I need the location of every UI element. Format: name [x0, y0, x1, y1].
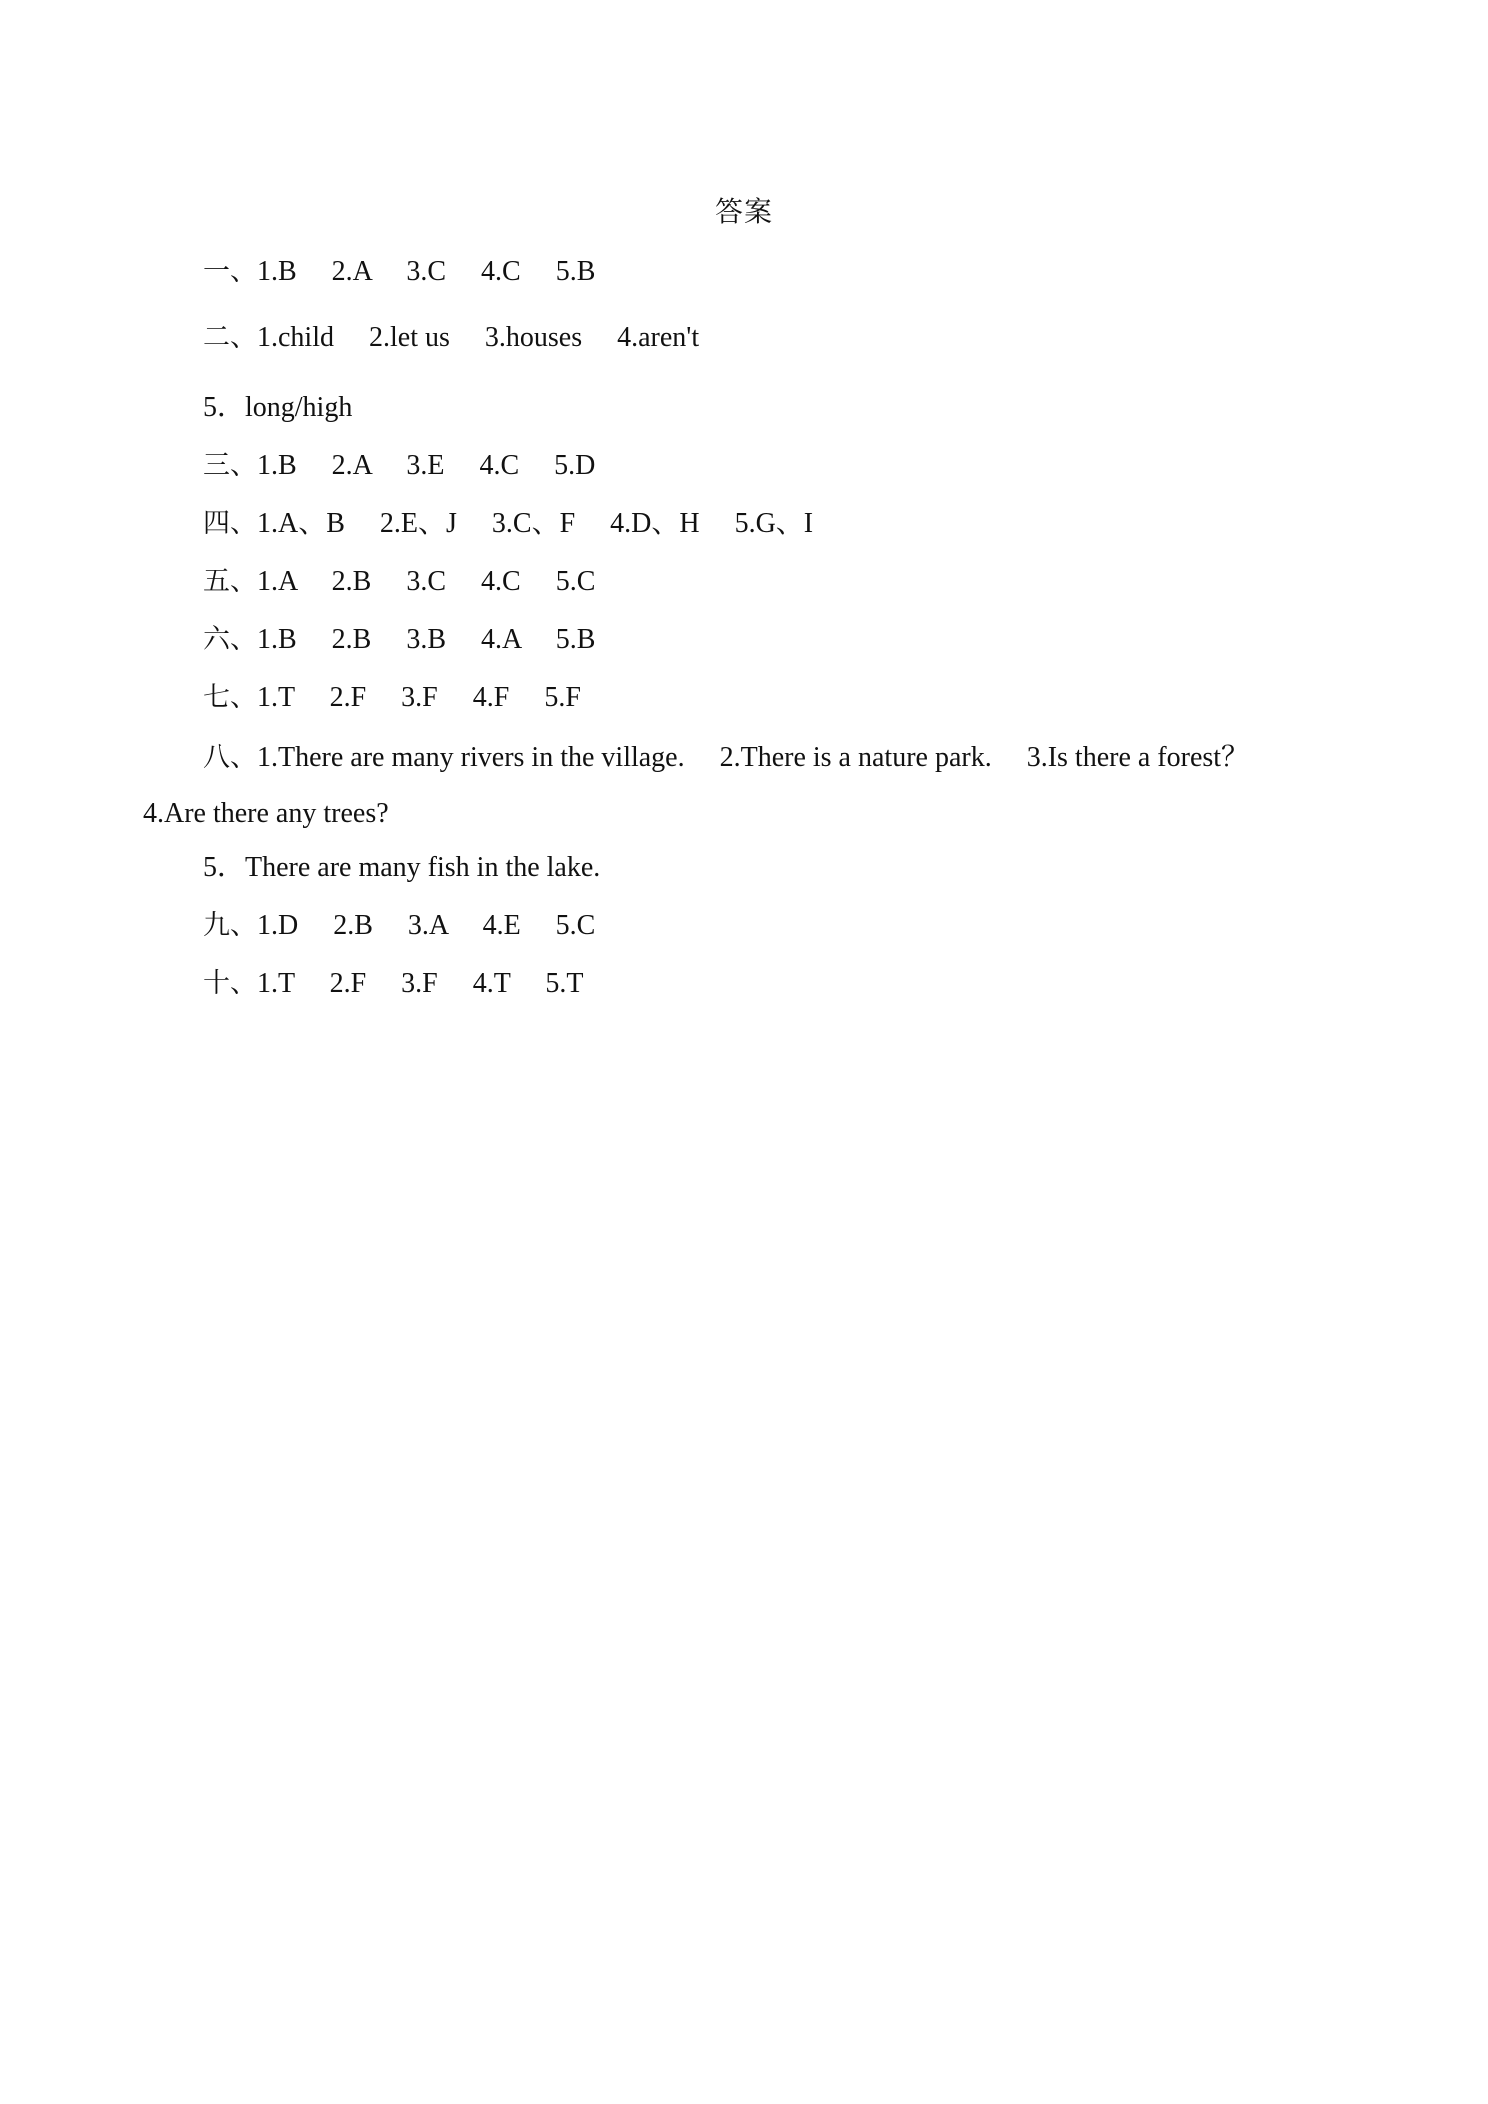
section-answers: 1.A 2.B 3.C 4.C 5.C [257, 566, 596, 597]
section-label: 九、 [203, 910, 257, 941]
section-answers: 5．long/high [203, 392, 353, 423]
answer-section-8-wrapped [143, 794, 389, 834]
answer-section-1 [203, 252, 595, 292]
page-title: 答案 [714, 195, 773, 228]
answer-section-2-continued [203, 388, 352, 428]
section-answers: 1.B 2.B 3.B 4.A 5.B [257, 624, 596, 655]
section-answers: 1.T 2.F 3.F 4.T 5.T [257, 968, 584, 999]
answer-section-5 [203, 562, 595, 602]
section-label: 五、 [203, 566, 257, 597]
answer-section-4 [203, 504, 813, 544]
section-answers: 1.D 2.B 3.A 4.E 5.C [257, 910, 596, 941]
answer-section-10 [203, 964, 583, 1004]
answer-section-2 [203, 318, 699, 358]
answer-section-9 [203, 906, 595, 946]
section-label: 四、 [203, 508, 257, 539]
section-answers: 1.B 2.A 3.C 4.C 5.B [257, 256, 596, 287]
section-answers: 1.T 2.F 3.F 4.F 5.F [257, 682, 581, 713]
section-answers: 1.A、B 2.E、J 3.C、F 4.D、H 5.G、I [257, 508, 814, 539]
section-label: 六、 [203, 624, 257, 655]
answer-section-8 [203, 738, 1249, 778]
section-label: 十、 [203, 968, 257, 999]
answer-section-7 [203, 678, 581, 718]
section-answers: 5．There are many fish in the lake. [203, 852, 601, 883]
section-label: 七、 [203, 682, 257, 713]
answer-section-6 [203, 620, 595, 660]
section-answers: 1.There are many rivers in the village. 2.There is a nature park. 3.Is there a forest？ [257, 742, 1250, 773]
section-answers: 1.child 2.let us 3.houses 4.aren't [257, 322, 700, 353]
section-label: 二、 [203, 322, 257, 353]
section-answers: 1.B 2.A 3.E 4.C 5.D [257, 450, 596, 481]
answer-section-3 [203, 446, 595, 486]
section-label: 八、 [203, 742, 257, 773]
section-label: 一、 [203, 256, 257, 287]
section-label: 三、 [203, 450, 257, 481]
section-answers: 4.Are there any trees? [143, 798, 389, 829]
answer-section-8-continued [203, 848, 600, 888]
